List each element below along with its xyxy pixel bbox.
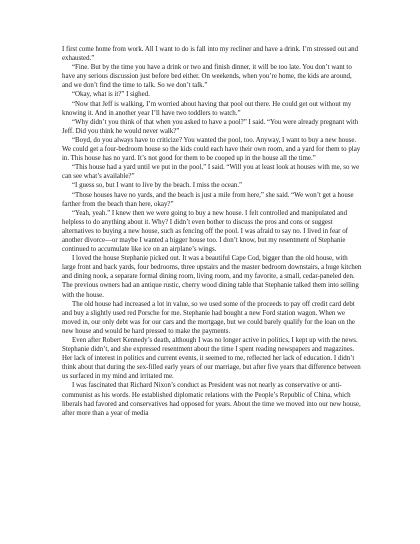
paragraph-5: “Why didn’t you think of that when you asked to have a pool?” I said. “You were already pregnant with Jeff. Did you think he would never walk?” [62,118,359,135]
body-text [62,45,362,418]
paragraph-12: The old house had increased a lot in value, so we used some of the proceeds to pay off credit card debt and buy a slightly used red Porsche for me. Stephanie had bought a new Ford station wagon. When we moved in, our only debt was for our cars and the mortgage, but we could barely qualify for the loan on the new house and would be hard pressed to make the payments. [62,300,355,335]
paragraph-4: “Now that Jeff is walking, I’m worried about having that pool out there. He could get out without my knowing it. And in another year I’ll have two toddlers to watch.” [62,100,352,117]
paragraph-8: “I guess so, but I want to live by the beach. I miss the ocean.” [72,182,243,190]
paragraph-3: “Okay, what is it?” I sighed. [72,91,150,99]
paragraph-11: I loved the house Stephanie picked out. It was a beautiful Cape Cod, bigger than the old house, with large front and back yards, four bedrooms, three upstairs and the master bedroom downstairs, a huge kitchen and dining nook, a separate formal dining room, living room, and my favorite, a small, cedar-paneled den. The previous owners had an antique rustic, cherry wood dining table that Stephanie talked them into selling with the house. [62,255,362,299]
paragraph-7: “This house had a yard until we put in the pool,” I said. “Will you at least look at houses with me, so we can see what’s available?” [62,164,360,181]
paragraph-2: “Fine. But by the time you have a drink or two and finish dinner, it will be too late. You don’t want to have any serious discussion just before bed either. On weekends, when you’re home, the kids are around, and we don’t find the time to talk. So we don’t talk.” [62,64,352,90]
paragraph-13: Even after Robert Kennedy’s death, although I was no longer active in politics, I kept up with the news. Stephanie didn’t, and she expressed resentment about the time I spent reading newspapers and magazines. Her lack of interest in politics and current events, it seemed to me, reflected her lack of education. I didn’t think about that during the sex-filled early years of our marriage, but after five years that difference between us surfaced in my mind and irritated me. [62,337,361,381]
paragraph-1: I first come home from work. All I want to do is fall into my recliner and have a drink. I’m stressed out and exhausted.” [62,46,359,63]
paragraph-14: I was fascinated that Richard Nixon’s conduct as President was not nearly as conservative or anti-communist as his words. He established diplomatic relations with the People’s Republic of China, which liberals had favored and conservatives had opposed for years. About the time we moved into our new house, after more than a year of media [62,382,361,417]
paragraph-6: “Boyd, do you always have to criticize? You wanted the pool, too. Anyway, I want to buy a new house. We could get a four-bedroom house so the kids could each have their own room, and a yard for them to play in. This house has no yard. It’s not good for them to be cooped up in the house all the time.” [62,136,361,163]
paragraph-10: “Yeah, yeah.” I knew then we were going to buy a new house. I felt controlled and manipulated and helpless to do anything about it. Why? I didn’t even bother to discuss the pros and cons or suggest alternatives to buying a new house, such as fencing off the pool. I was afraid to say no. I lived in fear of another divorce—or maybe I wanted a bigger house too. I don’t know, but my resentment of Stephanie continued to accumulate like ice on an airplane’s wings. [62,209,348,254]
paragraph-9: “Those houses have no yards, and the beach is just a mile from here,” she said. “We won’t get a house farther from the beach than here, okay?” [62,191,354,208]
